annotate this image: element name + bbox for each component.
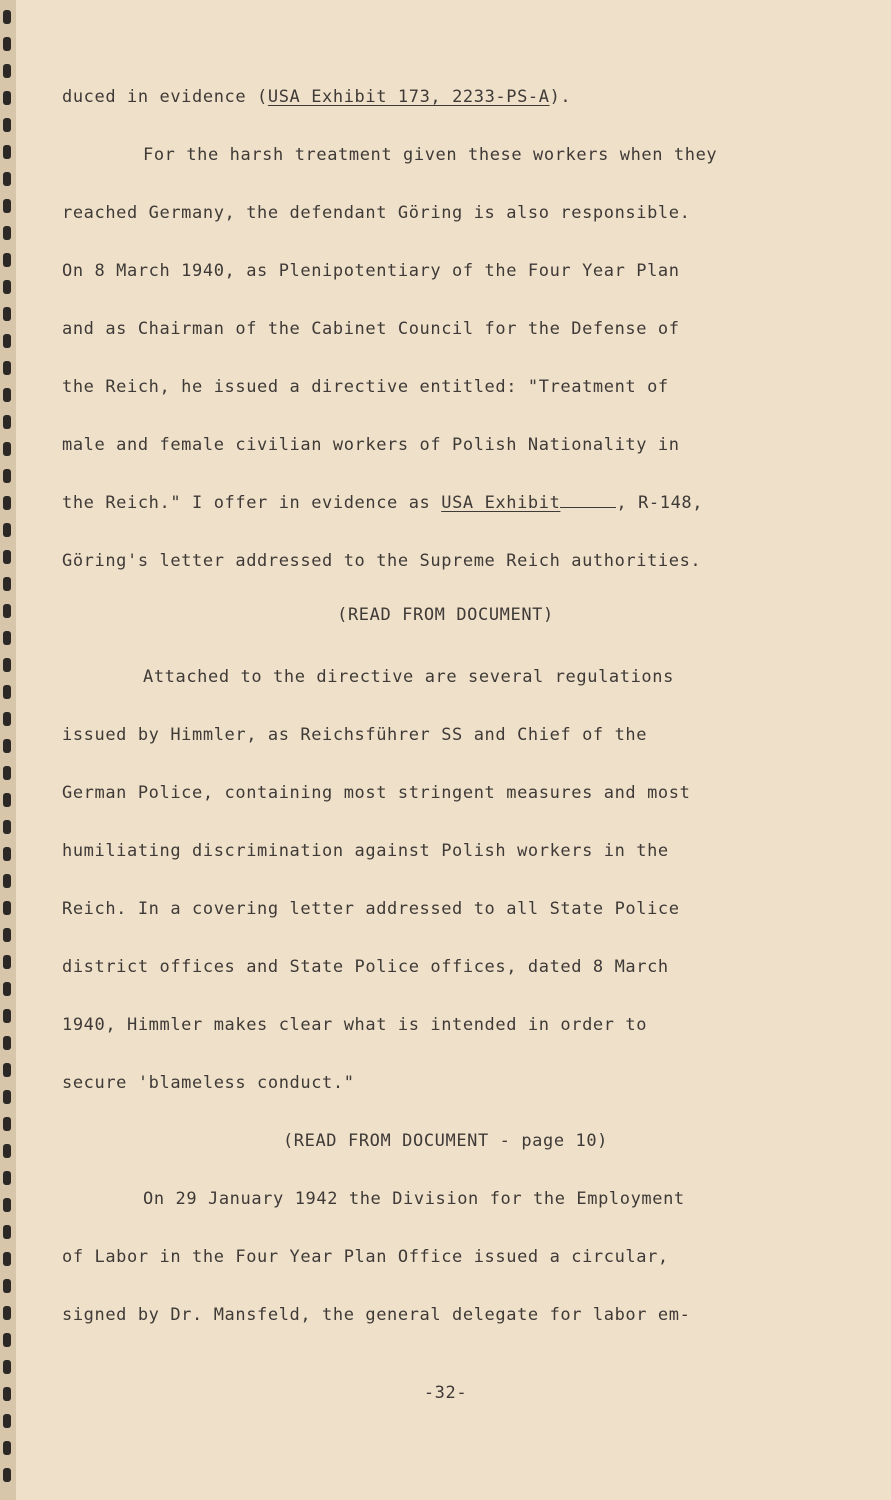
text-line-14: Reich. In a covering letter addressed to all State Police <box>62 899 680 919</box>
binding-hole <box>3 496 11 510</box>
text-line-11: issued by Himmler, as Reichsführer SS and Chief of the <box>62 725 648 745</box>
binding-hole <box>3 1360 11 1374</box>
text-line-5: and as Chairman of the Cabinet Council for the Defense of <box>62 319 680 339</box>
binding-hole <box>3 1468 11 1482</box>
text-line-13: humiliating discrimination against Polish workers in the <box>62 841 669 861</box>
binding-hole <box>3 739 11 753</box>
text-line-1 <box>62 86 571 108</box>
binding-hole <box>3 685 11 699</box>
binding-hole <box>3 1333 11 1347</box>
text-line-3: reached Germany, the defendant Göring is also responsible. <box>62 203 691 223</box>
text-segment: the Reich." I offer in evidence as <box>62 493 442 513</box>
text-line-20: signed by Dr. Mansfeld, the general delegate for labor em- <box>62 1305 691 1325</box>
binding-hole <box>3 280 11 294</box>
binding-hole <box>3 37 11 51</box>
binding-hole <box>3 307 11 321</box>
binding-hole <box>3 253 11 267</box>
binding-hole <box>3 901 11 915</box>
binding-hole <box>3 1225 11 1239</box>
binding-hole <box>3 955 11 969</box>
binding-hole <box>3 793 11 807</box>
binding-hole <box>3 361 11 375</box>
binding-hole <box>3 1117 11 1131</box>
text-line-2: For the harsh treatment given these workers when they <box>143 145 718 165</box>
binding-hole <box>3 334 11 348</box>
read-from-document-note: (READ FROM DOCUMENT) <box>337 605 554 625</box>
binding-hole <box>3 577 11 591</box>
text-segment: duced in evidence ( <box>62 87 268 107</box>
binding-hole <box>3 64 11 78</box>
exhibit-number-blank <box>560 493 616 508</box>
binding-hole <box>3 469 11 483</box>
binding-hole <box>3 415 11 429</box>
binding-hole <box>3 442 11 456</box>
binding-hole <box>3 658 11 672</box>
binding-hole <box>3 1306 11 1320</box>
binding-hole <box>3 199 11 213</box>
binding-hole <box>3 1279 11 1293</box>
text-line-15: district offices and State Police offices, dated 8 March <box>62 957 669 977</box>
text-line-4: On 8 March 1940, as Plenipotentiary of the Four Year Plan <box>62 261 680 281</box>
binding-hole <box>3 712 11 726</box>
read-from-document-note-page10: (READ FROM DOCUMENT - page 10) <box>282 1131 609 1151</box>
binding-hole <box>3 1036 11 1050</box>
text-line-18: On 29 January 1942 the Division for the Employment <box>143 1189 685 1209</box>
binding-hole <box>3 1198 11 1212</box>
binding-hole <box>3 118 11 132</box>
binding-hole <box>3 820 11 834</box>
binding-hole <box>3 172 11 186</box>
text-line-12: German Police, containing most stringent measures and most <box>62 783 691 803</box>
binding-hole <box>3 1414 11 1428</box>
exhibit-reference: USA Exhibit 173, 2233-PS-A <box>267 87 550 107</box>
binding-hole <box>3 1009 11 1023</box>
binding-hole <box>3 1063 11 1077</box>
binding-hole <box>3 550 11 564</box>
text-segment: , R-148, <box>616 493 704 513</box>
binding-hole <box>3 226 11 240</box>
binding-hole <box>3 847 11 861</box>
binding-hole <box>3 388 11 402</box>
binding-hole <box>3 982 11 996</box>
text-line-17: secure 'blameless conduct." <box>62 1073 355 1093</box>
binding-hole <box>3 523 11 537</box>
text-line-7: male and female civilian workers of Polish Nationality in <box>62 435 680 455</box>
binding-hole <box>3 1252 11 1266</box>
text-line-6: the Reich, he issued a directive entitled: "Treatment of <box>62 377 669 397</box>
binding-hole <box>3 145 11 159</box>
binding-hole <box>3 1171 11 1185</box>
text-line-9: Göring's letter addressed to the Supreme Reich authorities. <box>62 551 702 571</box>
text-segment: ). <box>549 87 572 107</box>
binding-strip <box>0 0 16 1500</box>
binding-hole <box>3 91 11 105</box>
binding-hole <box>3 1441 11 1455</box>
exhibit-reference: USA Exhibit <box>441 493 561 513</box>
page-number: -32- <box>423 1383 468 1403</box>
text-line-8 <box>62 492 703 514</box>
binding-hole <box>3 874 11 888</box>
binding-hole <box>3 10 11 24</box>
text-line-16: 1940, Himmler makes clear what is intended in order to <box>62 1015 648 1035</box>
binding-hole <box>3 766 11 780</box>
binding-hole <box>3 1090 11 1104</box>
text-line-10: Attached to the directive are several regulations <box>143 667 674 687</box>
text-line-19: of Labor in the Four Year Plan Office issued a circular, <box>62 1247 669 1267</box>
binding-hole <box>3 928 11 942</box>
binding-hole <box>3 631 11 645</box>
